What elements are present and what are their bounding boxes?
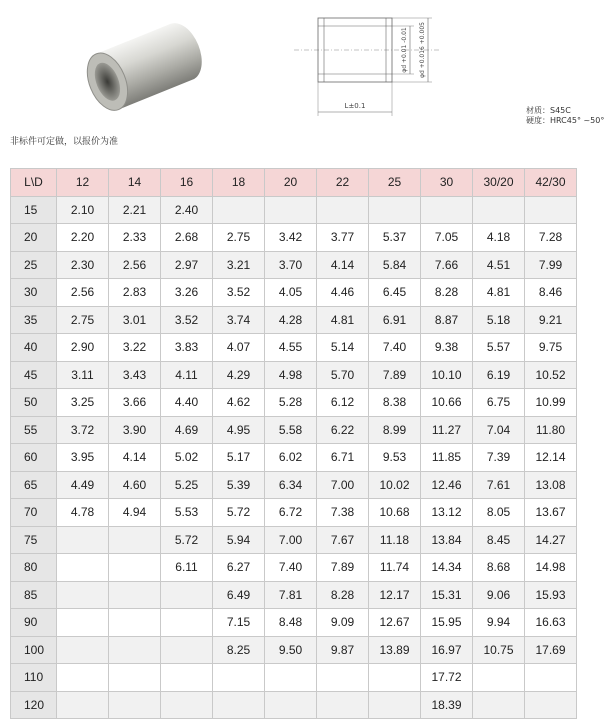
price-cell: 12.14 — [525, 444, 577, 472]
price-cell: 14.98 — [525, 554, 577, 582]
technical-drawing — [290, 4, 470, 124]
column-header: 22 — [317, 169, 369, 197]
price-cell: 6.11 — [161, 554, 213, 582]
price-cell: 7.40 — [369, 334, 421, 362]
row-length-label: 35 — [11, 306, 57, 334]
row-length-label: 75 — [11, 526, 57, 554]
price-cell: 15.93 — [525, 581, 577, 609]
price-cell — [109, 664, 161, 692]
price-cell: 2.10 — [57, 196, 109, 224]
price-cell: 2.75 — [213, 224, 265, 252]
price-cell: 4.14 — [317, 251, 369, 279]
price-cell — [109, 636, 161, 664]
price-cell: 3.77 — [317, 224, 369, 252]
price-cell: 6.91 — [369, 306, 421, 334]
price-cell: 12.17 — [369, 581, 421, 609]
price-cell: 12.67 — [369, 609, 421, 637]
price-cell: 16.97 — [421, 636, 473, 664]
hardness-line: 硬度：HRC45° ~50° — [526, 116, 605, 125]
price-cell — [213, 196, 265, 224]
price-cell — [213, 664, 265, 692]
price-cell: 8.38 — [369, 389, 421, 417]
column-header: 12 — [57, 169, 109, 197]
price-cell: 4.94 — [109, 499, 161, 527]
price-cell: 5.39 — [213, 471, 265, 499]
row-length-label: 100 — [11, 636, 57, 664]
row-length-label: 40 — [11, 334, 57, 362]
price-cell — [317, 691, 369, 719]
row-length-label: 15 — [11, 196, 57, 224]
price-cell: 7.38 — [317, 499, 369, 527]
custom-order-note: 非标件可定做，以报价为准 — [10, 137, 119, 147]
price-cell: 4.78 — [57, 499, 109, 527]
price-cell — [161, 691, 213, 719]
price-cell: 9.87 — [317, 636, 369, 664]
price-cell: 2.30 — [57, 251, 109, 279]
price-cell: 7.15 — [213, 609, 265, 637]
price-cell: 7.67 — [317, 526, 369, 554]
price-cell — [57, 609, 109, 637]
table-row — [11, 444, 577, 472]
price-cell: 3.90 — [109, 416, 161, 444]
price-cell: 5.18 — [473, 306, 525, 334]
price-cell: 9.09 — [317, 609, 369, 637]
price-cell — [317, 196, 369, 224]
price-cell: 6.34 — [265, 471, 317, 499]
price-cell: 4.60 — [109, 471, 161, 499]
price-cell: 11.85 — [421, 444, 473, 472]
price-cell: 6.22 — [317, 416, 369, 444]
price-cell: 13.08 — [525, 471, 577, 499]
price-cell: 4.46 — [317, 279, 369, 307]
price-cell: 4.69 — [161, 416, 213, 444]
table-row — [11, 279, 577, 307]
price-cell: 3.95 — [57, 444, 109, 472]
price-cell: 3.72 — [57, 416, 109, 444]
table-row — [11, 361, 577, 389]
price-cell: 2.21 — [109, 196, 161, 224]
material-spec — [526, 106, 604, 126]
price-cell: 3.11 — [57, 361, 109, 389]
price-cell: 17.72 — [421, 664, 473, 692]
price-cell: 14.34 — [421, 554, 473, 582]
price-cell: 4.62 — [213, 389, 265, 417]
row-length-label: 45 — [11, 361, 57, 389]
row-length-label: 25 — [11, 251, 57, 279]
price-cell: 3.66 — [109, 389, 161, 417]
price-cell: 5.70 — [317, 361, 369, 389]
price-cell: 8.28 — [317, 581, 369, 609]
price-cell: 5.94 — [213, 526, 265, 554]
row-length-label: 30 — [11, 279, 57, 307]
price-cell: 3.21 — [213, 251, 265, 279]
price-table — [10, 168, 577, 719]
price-cell: 13.67 — [525, 499, 577, 527]
price-cell — [213, 691, 265, 719]
price-cell: 10.99 — [525, 389, 577, 417]
price-cell — [473, 691, 525, 719]
price-cell: 3.70 — [265, 251, 317, 279]
row-length-label: 20 — [11, 224, 57, 252]
outer-diameter-label: φd +0.016 +0.005 — [419, 22, 426, 78]
price-cell: 11.27 — [421, 416, 473, 444]
price-cell: 8.87 — [421, 306, 473, 334]
price-cell: 4.29 — [213, 361, 265, 389]
price-cell: 4.18 — [473, 224, 525, 252]
price-cell: 3.25 — [57, 389, 109, 417]
price-cell — [369, 691, 421, 719]
price-cell: 8.28 — [421, 279, 473, 307]
price-cell: 4.51 — [473, 251, 525, 279]
price-cell — [109, 609, 161, 637]
price-cell: 6.27 — [213, 554, 265, 582]
price-cell: 6.02 — [265, 444, 317, 472]
price-cell: 9.50 — [265, 636, 317, 664]
price-cell: 4.07 — [213, 334, 265, 362]
price-cell: 3.26 — [161, 279, 213, 307]
price-cell: 4.55 — [265, 334, 317, 362]
price-cell: 3.52 — [213, 279, 265, 307]
price-cell: 5.28 — [265, 389, 317, 417]
price-cell: 4.49 — [57, 471, 109, 499]
price-cell: 4.40 — [161, 389, 213, 417]
price-cell: 2.83 — [109, 279, 161, 307]
price-cell: 2.56 — [57, 279, 109, 307]
row-length-label: 65 — [11, 471, 57, 499]
price-cell: 7.00 — [317, 471, 369, 499]
price-cell — [57, 554, 109, 582]
price-cell: 10.75 — [473, 636, 525, 664]
price-cell: 6.45 — [369, 279, 421, 307]
table-row — [11, 691, 577, 719]
price-cell: 2.40 — [161, 196, 213, 224]
price-cell — [57, 691, 109, 719]
price-cell: 4.11 — [161, 361, 213, 389]
price-cell: 10.66 — [421, 389, 473, 417]
price-cell: 9.21 — [525, 306, 577, 334]
price-cell: 7.99 — [525, 251, 577, 279]
price-cell: 5.57 — [473, 334, 525, 362]
table-row — [11, 306, 577, 334]
price-cell: 4.81 — [317, 306, 369, 334]
price-cell: 5.72 — [161, 526, 213, 554]
price-cell: 7.00 — [265, 526, 317, 554]
price-cell: 8.68 — [473, 554, 525, 582]
price-cell: 5.02 — [161, 444, 213, 472]
inner-diameter-label: φd +0.01 -0.01 — [401, 27, 408, 73]
price-cell: 6.12 — [317, 389, 369, 417]
price-cell — [525, 196, 577, 224]
price-cell: 8.25 — [213, 636, 265, 664]
length-label: L±0.1 — [344, 102, 366, 110]
row-length-label: 50 — [11, 389, 57, 417]
price-cell: 2.56 — [109, 251, 161, 279]
price-cell: 13.89 — [369, 636, 421, 664]
price-cell: 11.18 — [369, 526, 421, 554]
price-cell: 9.94 — [473, 609, 525, 637]
table-row — [11, 389, 577, 417]
price-cell: 10.10 — [421, 361, 473, 389]
price-cell — [161, 581, 213, 609]
row-length-label: 55 — [11, 416, 57, 444]
table-row — [11, 609, 577, 637]
price-cell: 11.74 — [369, 554, 421, 582]
price-cell — [369, 664, 421, 692]
price-cell: 2.90 — [57, 334, 109, 362]
price-cell: 8.05 — [473, 499, 525, 527]
price-cell: 15.95 — [421, 609, 473, 637]
price-cell — [317, 664, 369, 692]
row-length-label: 120 — [11, 691, 57, 719]
table-row — [11, 334, 577, 362]
price-cell — [109, 691, 161, 719]
price-cell: 16.63 — [525, 609, 577, 637]
price-cell: 5.53 — [161, 499, 213, 527]
price-cell: 8.45 — [473, 526, 525, 554]
price-cell — [57, 526, 109, 554]
price-cell — [161, 636, 213, 664]
price-cell: 3.74 — [213, 306, 265, 334]
price-cell — [109, 581, 161, 609]
price-cell: 7.66 — [421, 251, 473, 279]
table-row — [11, 526, 577, 554]
corner-cell: L\D — [11, 169, 57, 197]
row-length-label: 90 — [11, 609, 57, 637]
column-header: 14 — [109, 169, 161, 197]
price-cell: 13.84 — [421, 526, 473, 554]
column-header: 42/30 — [525, 169, 577, 197]
price-cell: 4.81 — [473, 279, 525, 307]
price-cell: 4.95 — [213, 416, 265, 444]
table-row — [11, 581, 577, 609]
price-cell: 4.28 — [265, 306, 317, 334]
price-cell: 5.17 — [213, 444, 265, 472]
price-cell: 5.58 — [265, 416, 317, 444]
price-cell: 10.02 — [369, 471, 421, 499]
price-cell — [161, 664, 213, 692]
table-row — [11, 224, 577, 252]
price-cell: 4.05 — [265, 279, 317, 307]
price-cell: 2.68 — [161, 224, 213, 252]
price-cell: 6.49 — [213, 581, 265, 609]
row-length-label: 80 — [11, 554, 57, 582]
column-header: 25 — [369, 169, 421, 197]
price-cell: 8.46 — [525, 279, 577, 307]
price-cell: 4.14 — [109, 444, 161, 472]
price-cell: 5.14 — [317, 334, 369, 362]
table-row — [11, 196, 577, 224]
column-header: 18 — [213, 169, 265, 197]
price-cell — [265, 196, 317, 224]
price-cell: 7.89 — [317, 554, 369, 582]
price-cell: 5.72 — [213, 499, 265, 527]
row-length-label: 70 — [11, 499, 57, 527]
price-cell: 7.40 — [265, 554, 317, 582]
price-cell: 10.68 — [369, 499, 421, 527]
price-cell: 2.97 — [161, 251, 213, 279]
price-cell: 9.53 — [369, 444, 421, 472]
price-cell: 10.52 — [525, 361, 577, 389]
table-row — [11, 664, 577, 692]
price-cell: 9.75 — [525, 334, 577, 362]
price-cell — [109, 526, 161, 554]
price-cell — [525, 664, 577, 692]
price-cell: 6.75 — [473, 389, 525, 417]
price-cell: 3.01 — [109, 306, 161, 334]
price-cell: 6.19 — [473, 361, 525, 389]
price-cell: 3.43 — [109, 361, 161, 389]
price-cell: 2.20 — [57, 224, 109, 252]
price-cell: 15.31 — [421, 581, 473, 609]
price-cell: 6.71 — [317, 444, 369, 472]
price-cell — [525, 691, 577, 719]
table-row — [11, 251, 577, 279]
price-cell: 11.80 — [525, 416, 577, 444]
price-cell — [161, 609, 213, 637]
table-header-row — [11, 169, 577, 197]
row-length-label: 110 — [11, 664, 57, 692]
price-cell: 7.28 — [525, 224, 577, 252]
price-cell: 17.69 — [525, 636, 577, 664]
price-cell: 12.46 — [421, 471, 473, 499]
column-header: 30 — [421, 169, 473, 197]
price-cell — [473, 196, 525, 224]
price-cell — [57, 636, 109, 664]
price-cell: 3.22 — [109, 334, 161, 362]
price-cell: 3.83 — [161, 334, 213, 362]
column-header: 20 — [265, 169, 317, 197]
price-cell: 2.75 — [57, 306, 109, 334]
price-cell: 13.12 — [421, 499, 473, 527]
price-cell: 7.04 — [473, 416, 525, 444]
price-cell — [369, 196, 421, 224]
price-cell: 7.89 — [369, 361, 421, 389]
price-cell — [421, 196, 473, 224]
price-cell: 5.37 — [369, 224, 421, 252]
price-cell: 7.61 — [473, 471, 525, 499]
price-cell: 8.99 — [369, 416, 421, 444]
column-header: 16 — [161, 169, 213, 197]
price-cell — [265, 691, 317, 719]
table-row — [11, 416, 577, 444]
table-row — [11, 471, 577, 499]
column-header: 30/20 — [473, 169, 525, 197]
price-cell — [265, 664, 317, 692]
table-row — [11, 554, 577, 582]
material-line: 材质：S45C — [526, 106, 571, 115]
price-cell — [109, 554, 161, 582]
price-cell: 8.48 — [265, 609, 317, 637]
table-row — [11, 499, 577, 527]
price-cell: 14.27 — [525, 526, 577, 554]
bushing-photo — [76, 10, 206, 122]
price-cell: 9.38 — [421, 334, 473, 362]
price-cell: 5.25 — [161, 471, 213, 499]
price-cell: 3.52 — [161, 306, 213, 334]
price-cell: 6.72 — [265, 499, 317, 527]
price-cell — [473, 664, 525, 692]
price-cell: 9.06 — [473, 581, 525, 609]
price-cell: 4.98 — [265, 361, 317, 389]
price-cell: 7.81 — [265, 581, 317, 609]
table-row — [11, 636, 577, 664]
row-length-label: 85 — [11, 581, 57, 609]
price-cell: 5.84 — [369, 251, 421, 279]
price-cell: 2.33 — [109, 224, 161, 252]
price-cell: 7.05 — [421, 224, 473, 252]
price-cell — [57, 664, 109, 692]
row-length-label: 60 — [11, 444, 57, 472]
price-cell: 7.39 — [473, 444, 525, 472]
price-cell: 3.42 — [265, 224, 317, 252]
price-cell — [57, 581, 109, 609]
price-cell: 18.39 — [421, 691, 473, 719]
